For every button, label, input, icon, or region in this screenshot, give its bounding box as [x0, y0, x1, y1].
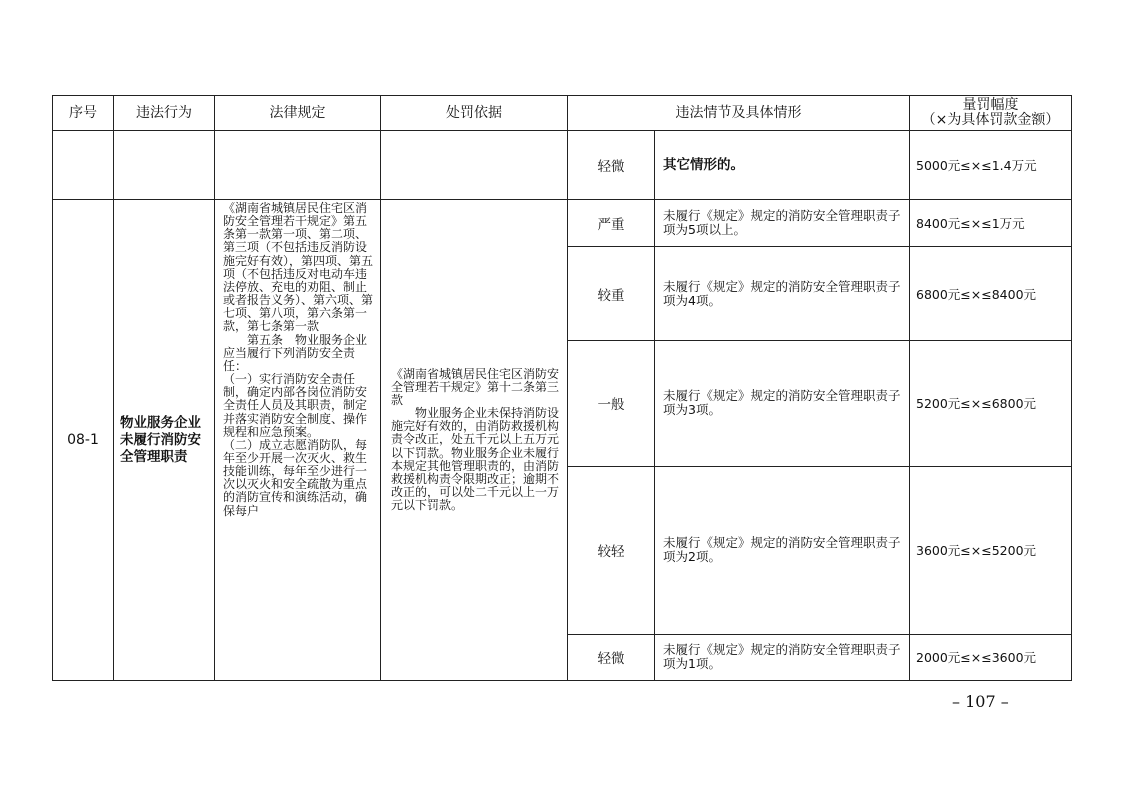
- level-cell: 一般: [568, 340, 655, 466]
- circumstance-cell: 未履行《规定》规定的消防安全管理职责子项为5项以上。: [655, 200, 910, 247]
- level-cell: 较重: [568, 247, 655, 341]
- empty-cell: [215, 131, 381, 200]
- range-cell: 8400元≤×≤1万元: [910, 200, 1072, 247]
- law-provision-text: 《湖南省城镇居民住宅区消防安全管理若干规定》第五条第一款第一项、第二项、第三项（不包括违反消防设施完好有效），第四项、第五项（不包括违反对电动车违法停放、充电的劝阻、制止或者报告义务）、第六项、第七项、第八项，第六条第一款，第七条第一款 第五条 物业服务企业应当履行下列消防安全责任： （一）实行消防安全责任制，确定内部各岗位消防安全责任人员及其职责，制定并落实消防安全制度、操作规程和应急预案。 （二）成立志愿消防队，每年至少开展一次灭火、救生技能训练，每年至少进行一次以灭火和安全疏散为重点的消防宣传和演练活动，确保每户: [223, 201, 374, 518]
- header-range: [910, 96, 1072, 131]
- violation-act: 物业服务企业未履行消防安全管理职责: [114, 200, 215, 681]
- level-cell: 严重: [568, 200, 655, 247]
- range-cell: 3600元≤×≤5200元: [910, 466, 1072, 634]
- empty-cell: [53, 131, 114, 200]
- header-no: 序号: [53, 96, 114, 131]
- level-cell: 较轻: [568, 466, 655, 634]
- table-row: [53, 200, 1072, 247]
- level-cell: 轻微: [568, 131, 655, 200]
- law-provision-cell: [215, 200, 381, 681]
- header-basis: 处罚依据: [381, 96, 568, 131]
- empty-cell: [381, 131, 568, 200]
- empty-cell: [114, 131, 215, 200]
- penalty-basis-text: 《湖南省城镇居民住宅区消防安全管理若干规定》第十二条第三款 物业服务企业未保持消防设施完好有效的，由消防救援机构责令改正，处五千元以上五万元以下罚款。物业服务企业未履行本规定其他管理职责的，由消防救援机构责令限期改正；逾期不改正的，可以处二千元以上一万元以下罚款。: [391, 366, 560, 513]
- range-cell: 6800元≤×≤8400元: [910, 247, 1072, 341]
- page-number: – 107 –: [952, 692, 1009, 711]
- header-law: 法律规定: [215, 96, 381, 131]
- header-range-line2: （×为具体罚款金额）: [921, 112, 1060, 128]
- range-cell: 5000元≤×≤1.4万元: [910, 131, 1072, 200]
- circumstance-cell: 未履行《规定》规定的消防安全管理职责子项为3项。: [655, 340, 910, 466]
- circumstance-cell: 未履行《规定》规定的消防安全管理职责子项为1项。: [655, 634, 910, 680]
- range-cell: 2000元≤×≤3600元: [910, 634, 1072, 680]
- level-cell: 轻微: [568, 634, 655, 680]
- penalty-basis-cell: [381, 200, 568, 681]
- circumstance-cell: 未履行《规定》规定的消防安全管理职责子项为4项。: [655, 247, 910, 341]
- header-act: 违法行为: [114, 96, 215, 131]
- range-cell: 5200元≤×≤6800元: [910, 340, 1072, 466]
- header-circumstance: 违法情节及具体情形: [568, 96, 910, 131]
- header-range-line1: 量罚幅度: [962, 97, 1019, 113]
- item-number: 08-1: [53, 200, 114, 681]
- penalty-table: [52, 95, 1072, 681]
- header-row: [53, 96, 1072, 131]
- carry-over-row: [53, 131, 1072, 200]
- circumstance-cell: 其它情形的。: [655, 131, 910, 200]
- circumstance-cell: 未履行《规定》规定的消防安全管理职责子项为2项。: [655, 466, 910, 634]
